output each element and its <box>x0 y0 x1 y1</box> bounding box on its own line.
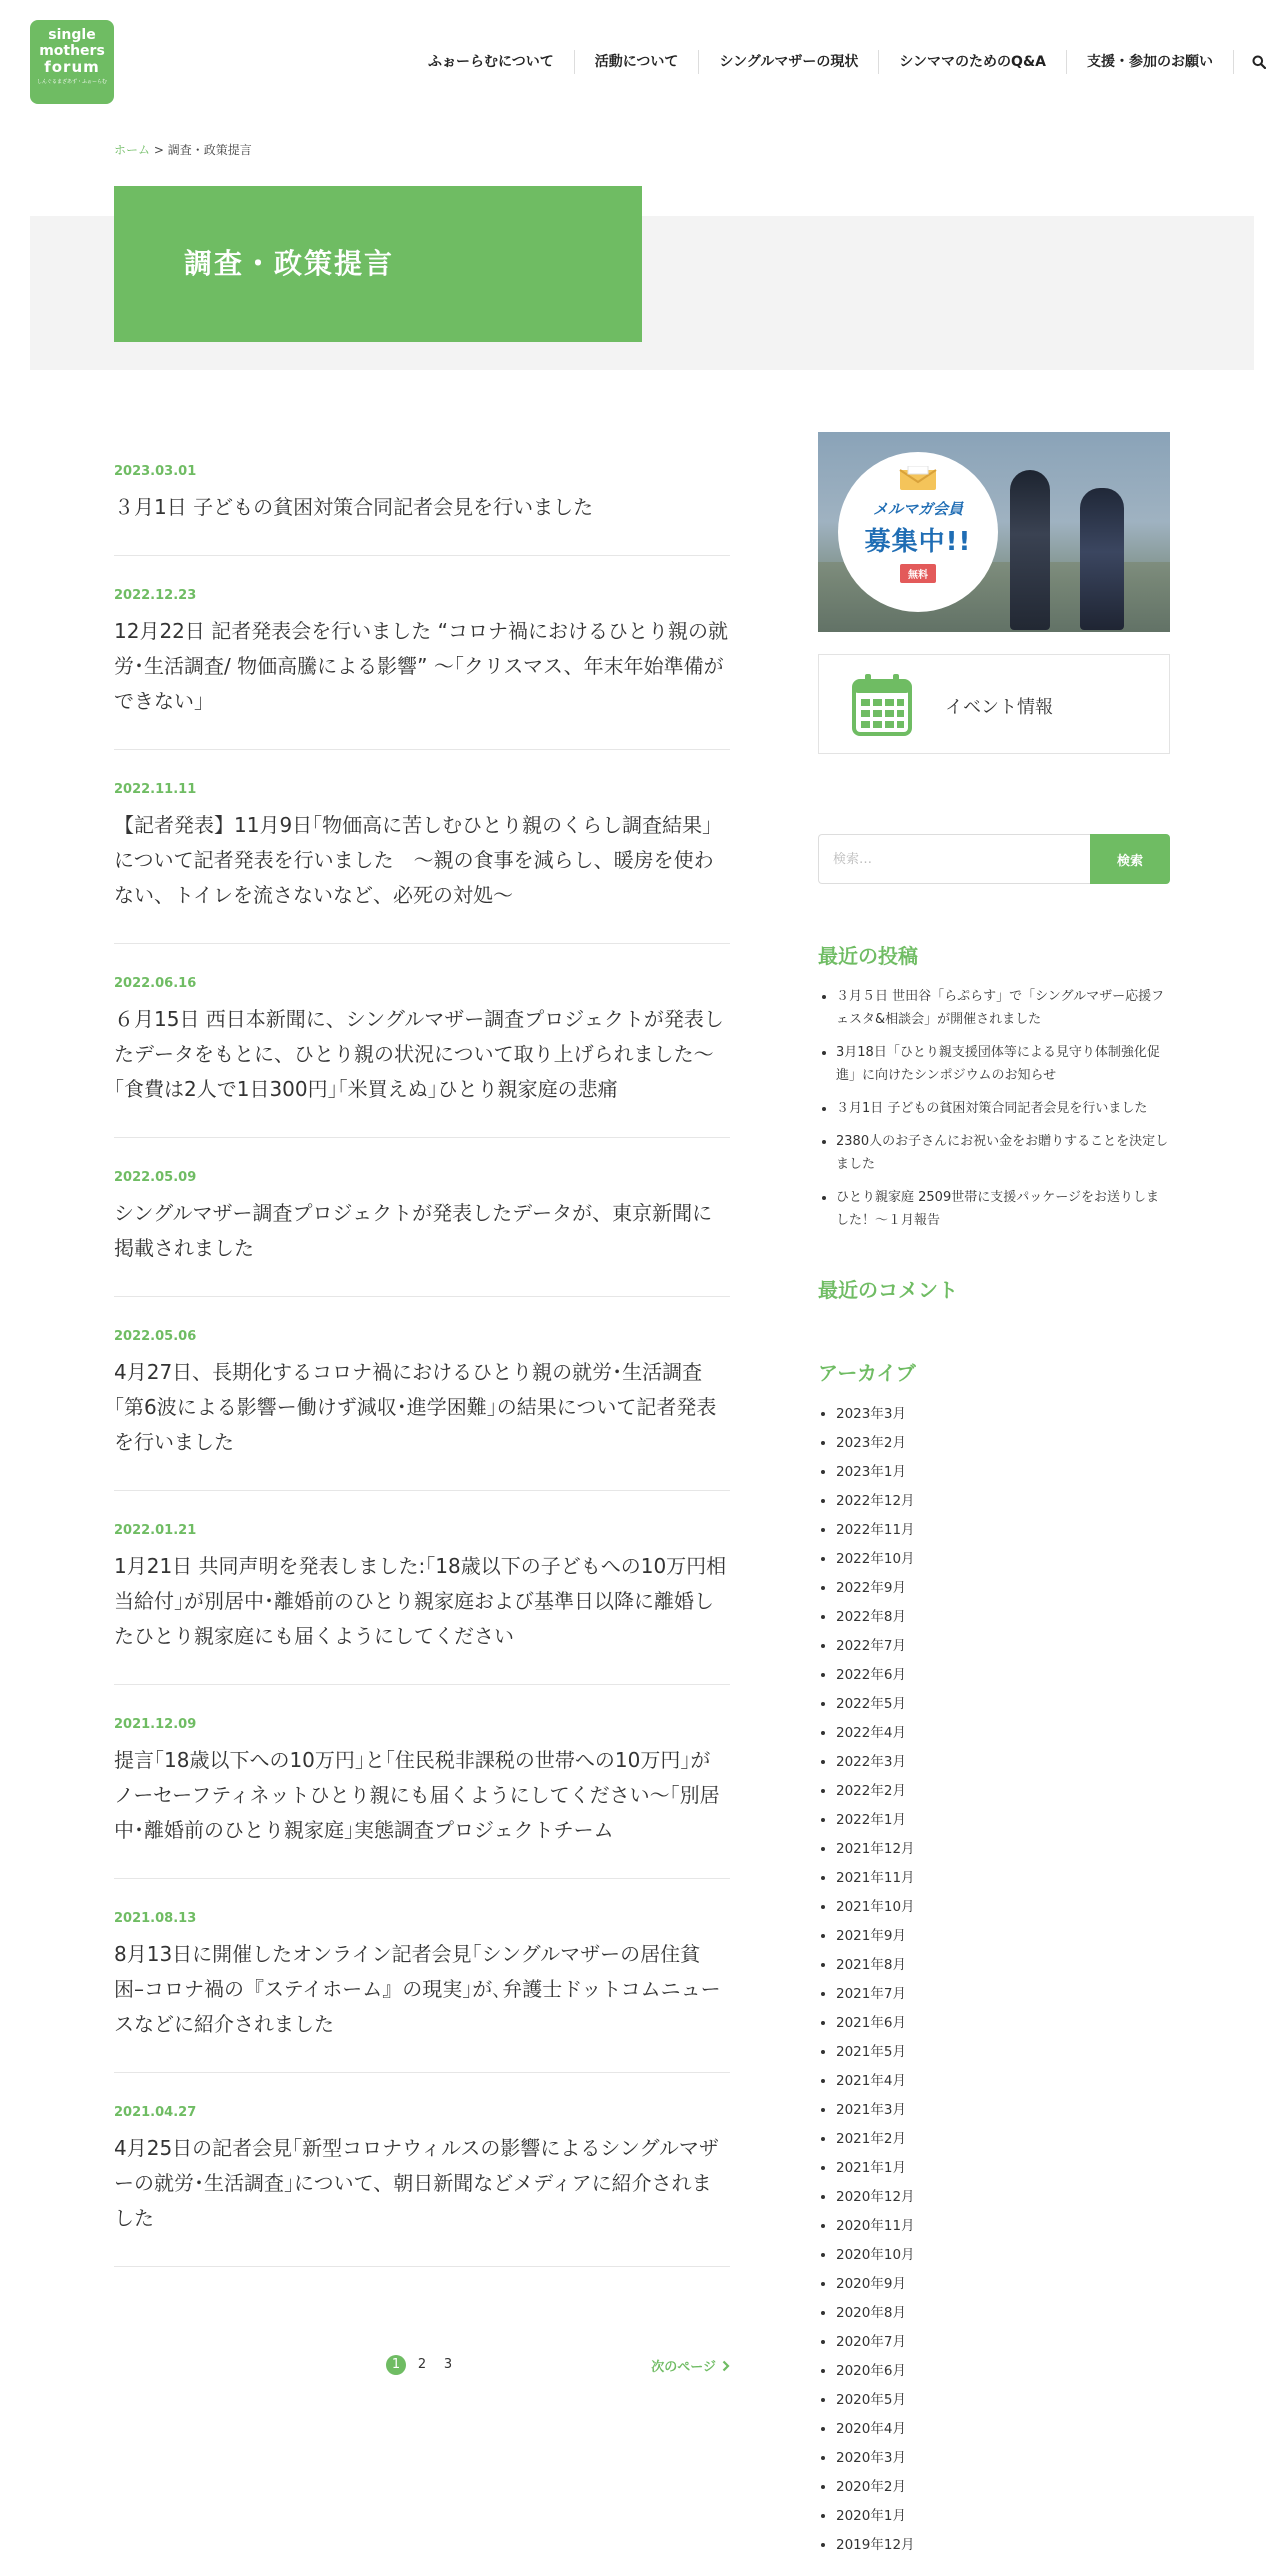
post-title-link[interactable]: 4月27日、長期化するコロナ禍におけるひとり親の就労･生活調査｢第6波による影響ー働けず減収･進学困難｣の結果について記者発表を行いました <box>114 1360 717 1454</box>
banner-free-badge: 無料 <box>900 564 936 583</box>
list-item <box>836 1835 1170 1864</box>
site-header <box>0 0 1284 130</box>
breadcrumb-separator: > <box>153 143 164 157</box>
page-2-link[interactable]: 2 <box>417 2357 427 2372</box>
archive-link[interactable]: 2021年9月 <box>836 1928 906 1944</box>
archive-title: アーカイブ <box>818 1361 916 1385</box>
archive-link[interactable]: 2022年2月 <box>836 1783 906 1799</box>
list-item <box>836 1545 1170 1574</box>
archive-link[interactable]: 2020年8月 <box>836 2305 906 2321</box>
list-item <box>114 1138 730 1297</box>
archive-link[interactable]: 2021年10月 <box>836 1899 915 1915</box>
archive-link[interactable]: 2021年11月 <box>836 1870 915 1886</box>
archive-link[interactable]: 2021年1月 <box>836 2160 906 2176</box>
recent-comments-widget <box>818 1274 1170 1303</box>
archive-link[interactable]: 2021年12月 <box>836 1841 915 1857</box>
list-item <box>836 1487 1170 1516</box>
list-item <box>836 2125 1170 2154</box>
recent-post-link[interactable]: ３月５日 世田谷「らぷらす」で「シングルマザー応援フェスタ&相談会」が開催されました <box>836 989 1165 1027</box>
post-title-link[interactable]: 12月22日 記者発表会を行いました “コロナ禍におけるひとり親の就労･生活調査/ 物価高騰による影響” ～｢クリスマス、年末年始準備ができない｣ <box>114 619 728 713</box>
archive-link[interactable]: 2022年7月 <box>836 1638 906 1654</box>
post-list <box>114 432 730 2267</box>
archive-link[interactable]: 2022年3月 <box>836 1754 906 1770</box>
breadcrumb <box>114 141 252 158</box>
nav-item-qa[interactable]: シンママのためのQ&A <box>879 50 1067 74</box>
list-item <box>836 2154 1170 2183</box>
list-item <box>836 2241 1170 2270</box>
archive-link[interactable]: 2022年10月 <box>836 1551 915 1567</box>
list-item <box>836 985 1170 1031</box>
archive-link[interactable]: 2023年2月 <box>836 1435 906 1451</box>
list-item <box>836 1130 1170 1176</box>
post-title-link[interactable]: 【記者発表】11月9日｢物価高に苦しむひとり親のくらし調査結果｣について記者発表を行いました ～親の食事を減らし、暖房を使わない、トイレを流さないなど、必死の対処～ <box>114 813 714 907</box>
archive-link[interactable]: 2020年5月 <box>836 2392 906 2408</box>
list-item <box>836 2096 1170 2125</box>
list-item <box>114 1879 730 2073</box>
list-item <box>836 1429 1170 1458</box>
list-item <box>836 2531 1170 2560</box>
post-title-link[interactable]: ６月15日 西日本新聞に、シングルマザー調査プロジェクトが発表したデータをもとに、ひとり親の状況について取り上げられました～｢食費は2人で1日300円｣｢米買えぬ｣ひとり親家庭の悲痛 <box>114 1007 724 1101</box>
recent-posts-widget <box>818 940 1170 1232</box>
archive-link[interactable]: 2020年7月 <box>836 2334 906 2350</box>
nav-item-support[interactable]: 支援・参加のお願い <box>1067 50 1234 74</box>
post-title-link[interactable]: 8月13日に開催したオンライン記者会見｢シングルマザーの居住貧困–コロナ禍の『ステイホーム』の現実｣が､弁護士ドットコムニュースなどに紹介されました <box>114 1942 721 2036</box>
breadcrumb-current: 調査・政策提言 <box>167 143 252 157</box>
search-button[interactable]: 検索 <box>1090 834 1170 884</box>
nav-item-about[interactable]: ふぉーらむについて <box>408 50 575 74</box>
site-logo[interactable] <box>30 20 114 104</box>
nav-item-activities[interactable]: 活動について <box>575 50 700 74</box>
archive-link[interactable]: 2020年3月 <box>836 2450 906 2466</box>
archive-link[interactable]: 2020年6月 <box>836 2363 906 2379</box>
banner-person-1 <box>1010 470 1050 630</box>
list-item <box>836 2386 1170 2415</box>
list-item <box>836 1719 1170 1748</box>
logo-line-3: forum <box>44 58 100 76</box>
post-date: 2022.01.21 <box>114 1523 197 1538</box>
event-info-label: イベント情報 <box>945 697 1053 718</box>
list-item <box>836 2357 1170 2386</box>
recent-post-link[interactable]: 2380人のお子さんにお祝い金をお贈りすることを決定しました <box>836 1134 1169 1172</box>
archive-link[interactable]: 2022年9月 <box>836 1580 906 1596</box>
page-title-box <box>114 186 642 342</box>
list-item <box>836 2183 1170 2212</box>
banner-line-1: メルマガ会員 <box>872 500 963 518</box>
archive-link[interactable]: 2021年5月 <box>836 2044 906 2060</box>
breadcrumb-home-link[interactable]: ホーム <box>114 143 151 157</box>
list-item <box>836 2444 1170 2473</box>
archive-link[interactable]: 2022年11月 <box>836 1522 915 1538</box>
list-item <box>836 1400 1170 1429</box>
archive-link[interactable]: 2022年8月 <box>836 1609 906 1625</box>
list-item <box>836 2473 1170 2502</box>
archive-link[interactable]: 2022年6月 <box>836 1667 906 1683</box>
list-item <box>836 1458 1170 1487</box>
archive-link[interactable]: 2021年4月 <box>836 2073 906 2089</box>
post-title-link[interactable]: シングルマザー調査プロジェクトが発表したデータが、東京新聞に掲載されました <box>114 1201 713 1260</box>
recent-comments-title: 最近のコメント <box>818 1278 958 1302</box>
list-item <box>114 556 730 750</box>
archive-list <box>818 1400 1170 2560</box>
list-item <box>836 2415 1170 2444</box>
banner-person-2 <box>1080 488 1124 630</box>
page-1-current: 1 <box>386 2355 406 2375</box>
list-item <box>114 1297 730 1491</box>
list-item <box>836 1864 1170 1893</box>
post-date: 2022.06.16 <box>114 976 197 991</box>
list-item <box>836 2212 1170 2241</box>
archive-link[interactable]: 2021年7月 <box>836 1986 906 2002</box>
archive-link[interactable]: 2022年4月 <box>836 1725 906 1741</box>
banner-circle <box>838 452 998 612</box>
archive-link[interactable]: 2023年3月 <box>836 1406 906 1422</box>
list-item <box>836 2502 1170 2531</box>
post-title-link[interactable]: ３月1日 子どもの貧困対策合同記者会見を行いました <box>114 495 594 519</box>
search-form <box>818 834 1170 884</box>
newsletter-banner[interactable] <box>818 432 1170 632</box>
list-item <box>836 2038 1170 2067</box>
list-item <box>836 1893 1170 1922</box>
post-date: 2023.03.01 <box>114 464 197 479</box>
list-item <box>836 2299 1170 2328</box>
list-item <box>836 2270 1170 2299</box>
page-numbers <box>386 2355 458 2375</box>
post-date: 2021.04.27 <box>114 2105 197 2120</box>
banner-line-2: 募集中!! <box>864 527 972 557</box>
list-item <box>836 1603 1170 1632</box>
list-item <box>836 1574 1170 1603</box>
archive-link[interactable]: 2021年6月 <box>836 2015 906 2031</box>
envelope-icon <box>898 466 938 492</box>
post-date: 2022.05.06 <box>114 1329 197 1344</box>
list-item <box>836 1661 1170 1690</box>
page-title: 調査・政策提言 <box>184 247 395 280</box>
logo-line-2: mothers <box>39 43 105 59</box>
archive-link[interactable]: 2020年1月 <box>836 2508 906 2524</box>
archive-link[interactable]: 2021年3月 <box>836 2102 906 2118</box>
archive-link[interactable]: 2023年1月 <box>836 1464 906 1480</box>
sidebar <box>818 432 1170 2560</box>
list-item <box>836 1806 1170 1835</box>
list-item <box>114 1491 730 1685</box>
list-item <box>836 1041 1170 1087</box>
recent-post-link[interactable]: ひとり親家庭 2509世帯に支援パッケージをお送りしました！～１月報告 <box>836 1190 1159 1228</box>
post-title-link[interactable]: 4月25日の記者会見｢新型コロナウィルスの影響によるシングルマザーの就労･生活調査｣について、朝日新聞などメディアに紹介されました <box>114 2136 719 2230</box>
post-date: 2021.08.13 <box>114 1911 197 1926</box>
event-info-link[interactable] <box>818 654 1170 754</box>
list-item <box>836 1980 1170 2009</box>
list-item <box>114 432 730 556</box>
search-input[interactable] <box>818 834 1090 884</box>
recent-post-link[interactable]: 3月18日「ひとり親支援団体等による見守り体制強化促進」に向けたシンポジウムのお知らせ <box>836 1045 1160 1083</box>
list-item <box>836 1186 1170 1232</box>
archive-link[interactable]: 2020年9月 <box>836 2276 906 2292</box>
post-date: 2021.12.09 <box>114 1717 197 1732</box>
archive-link[interactable]: 2019年12月 <box>836 2537 915 2553</box>
archive-link[interactable]: 2022年12月 <box>836 1493 915 1509</box>
list-item <box>114 1685 730 1879</box>
archive-link[interactable]: 2022年1月 <box>836 1812 906 1828</box>
archive-link[interactable]: 2020年4月 <box>836 2421 906 2437</box>
pagination <box>114 2355 730 2379</box>
archive-link[interactable]: 2022年5月 <box>836 1696 906 1712</box>
post-date: 2022.12.23 <box>114 588 197 603</box>
recent-posts-list <box>818 985 1170 1232</box>
list-item <box>836 1748 1170 1777</box>
archive-link[interactable]: 2020年12月 <box>836 2189 915 2205</box>
calendar-icon <box>851 673 913 737</box>
chevron-right-icon <box>722 2360 730 2372</box>
archive-link[interactable]: 2020年11月 <box>836 2218 915 2234</box>
post-date: 2022.11.11 <box>114 782 197 797</box>
next-page-label: 次のページ <box>651 2360 716 2375</box>
archive-link[interactable]: 2020年10月 <box>836 2247 915 2263</box>
post-title-link[interactable]: 提言｢18歳以下への10万円｣と｢住民税非課税の世帯への10万円｣がノーセーフティネットひとり親にも届くようにしてください～｢別居中･離婚前のひとり親家庭｣実態調査プロジェクトチーム <box>114 1748 720 1842</box>
search-icon[interactable] <box>1234 55 1270 69</box>
logo-tagline: しんぐるまざあず・ふぉーらむ <box>36 79 107 85</box>
list-item <box>836 2009 1170 2038</box>
list-item <box>836 1690 1170 1719</box>
page-3-link[interactable]: 3 <box>443 2357 453 2372</box>
list-item <box>836 2328 1170 2357</box>
nav-item-situation[interactable]: シングルマザーの現状 <box>699 50 879 74</box>
list-item <box>836 1922 1170 1951</box>
list-item <box>836 1516 1170 1545</box>
archive-link[interactable]: 2021年2月 <box>836 2131 906 2147</box>
list-item <box>114 2073 730 2267</box>
list-item <box>114 750 730 944</box>
post-title-link[interactable]: 1月21日 共同声明を発表しました:｢18歳以下の子どもへの10万円相当給付｣が別居中･離婚前のひとり親家庭および基準日以降に離婚したひとり親家庭にも届くようにしてください <box>114 1554 727 1648</box>
list-item <box>836 1632 1170 1661</box>
logo-line-1: single <box>48 27 96 43</box>
archive-widget <box>818 1357 1170 2560</box>
recent-post-link[interactable]: ３月1日 子どもの貧困対策合同記者会見を行いました <box>836 1101 1148 1116</box>
list-item <box>836 1777 1170 1806</box>
list-item <box>114 944 730 1138</box>
list-item <box>836 2067 1170 2096</box>
post-date: 2022.05.09 <box>114 1170 197 1185</box>
next-page-link[interactable] <box>651 2356 730 2375</box>
archive-link[interactable]: 2020年2月 <box>836 2479 906 2495</box>
archive-link[interactable]: 2021年8月 <box>836 1957 906 1973</box>
main-nav <box>408 50 1270 74</box>
list-item <box>836 1097 1170 1120</box>
recent-posts-title: 最近の投稿 <box>818 944 918 968</box>
list-item <box>836 1951 1170 1980</box>
